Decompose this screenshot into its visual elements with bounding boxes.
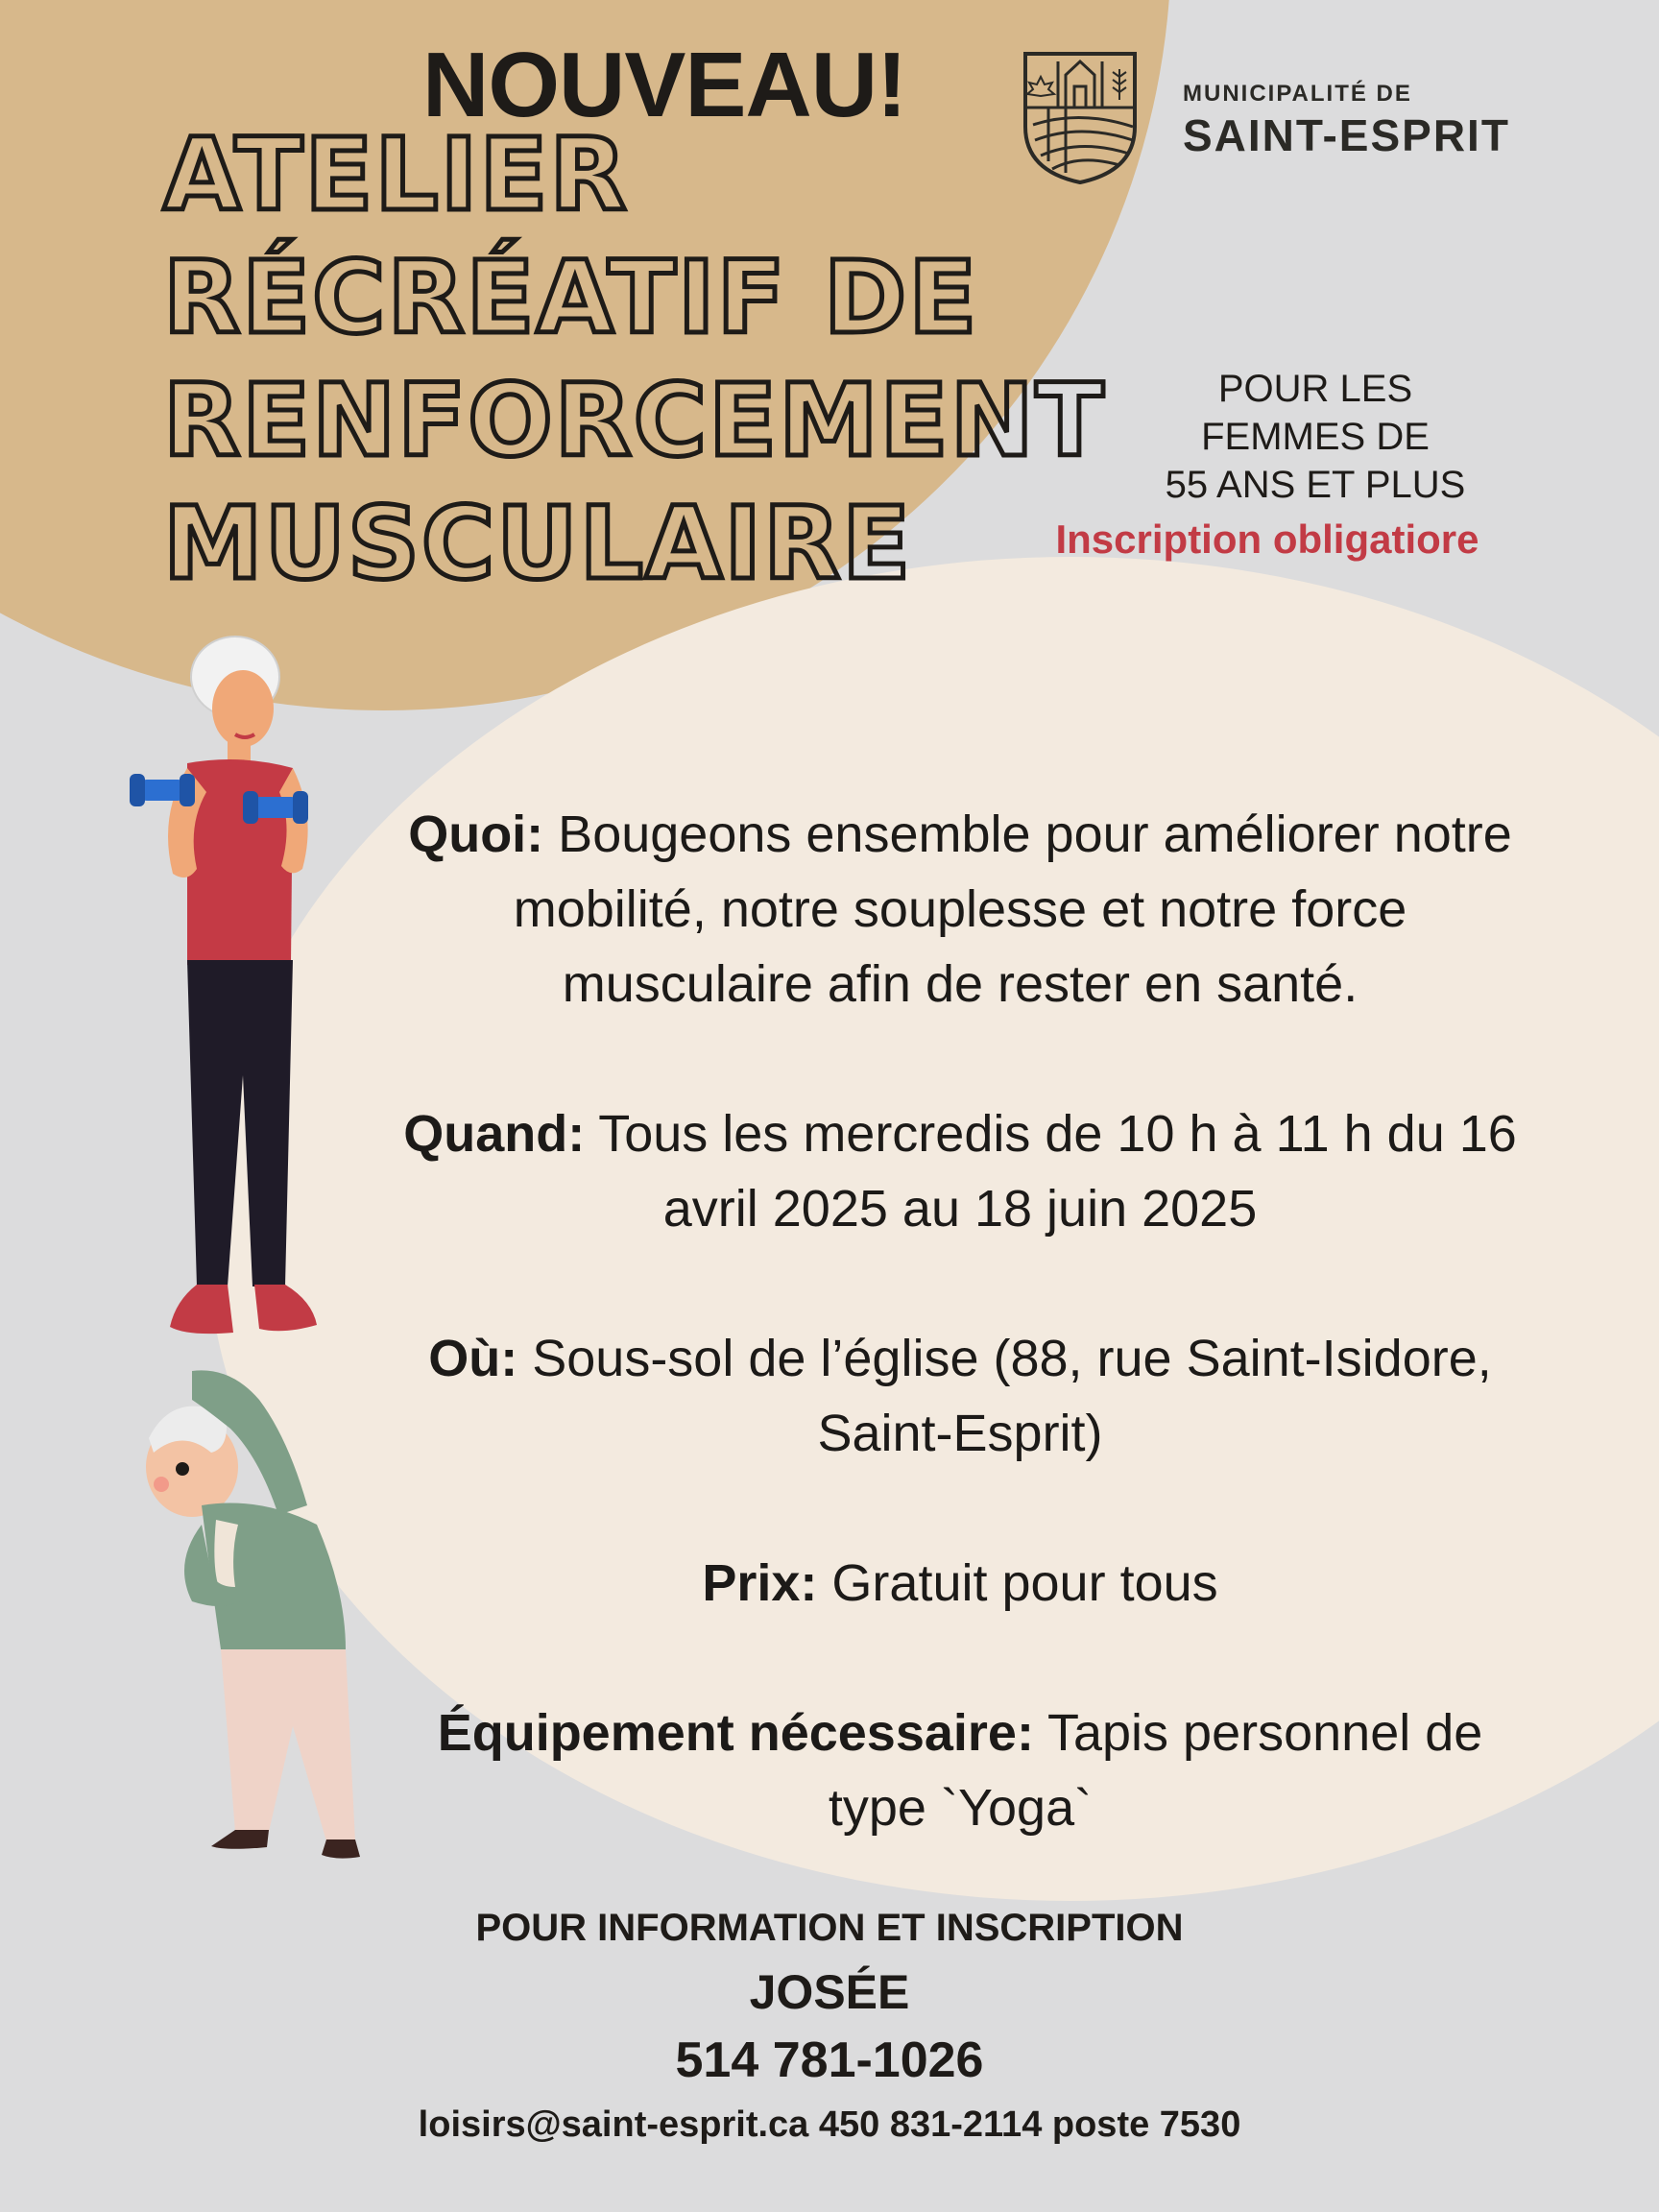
logo-line-1: MUNICIPALITÉ DE <box>1183 81 1412 107</box>
detail-quoi <box>403 797 1517 1022</box>
municipality-logo-text <box>1183 81 1510 161</box>
audience-block <box>1133 365 1498 509</box>
detail-quoi-text: Bougeons ensemble pour améliorer notre mobilité, notre souplesse et notre force musculaire afin de rester en santé. <box>513 805 1512 1013</box>
event-details <box>403 797 1517 1920</box>
woman-with-dumbbells-icon <box>120 624 341 1354</box>
logo-line-2: SAINT-ESPRIT <box>1183 110 1510 160</box>
inscription-required: Inscription obligatiore <box>1055 517 1479 562</box>
detail-quand-label: Quand: <box>403 1105 586 1163</box>
new-badge: NOUVEAU! <box>422 34 907 136</box>
detail-quand-text: Tous les mercredis de 10 h à 11 h du 16 avril 2025 au 18 juin 2025 <box>585 1105 1517 1238</box>
detail-quand <box>403 1096 1517 1246</box>
detail-equipement-label: Équipement nécessaire: <box>437 1704 1034 1762</box>
detail-ou-text: Sous-sol de l’église (88, rue Saint-Isidore, Saint-Esprit) <box>517 1330 1492 1462</box>
contact-heading: POUR INFORMATION ET INSCRIPTION <box>475 1907 1184 1949</box>
detail-equipement <box>403 1695 1517 1845</box>
detail-equipement-text: Tapis personnel de type `Yoga` <box>828 1704 1483 1837</box>
municipal-crest-icon <box>1020 48 1141 186</box>
detail-quoi-label: Quoi: <box>408 805 544 863</box>
detail-ou-label: Où: <box>428 1330 518 1387</box>
detail-prix-text: Gratuit pour tous <box>817 1554 1218 1612</box>
title-line-4: MUSCULAIRE <box>163 485 913 602</box>
page-title <box>163 113 1106 605</box>
audience-line-2: FEMMES DE <box>1201 416 1430 458</box>
title-line-2: RÉCRÉATIF DE <box>163 239 979 356</box>
audience-line-3: 55 ANS ET PLUS <box>1165 464 1466 506</box>
audience-line-1: POUR LES <box>1217 368 1413 410</box>
contact-name: JOSÉE <box>749 1965 910 2019</box>
title-line-1: ATELIER <box>163 116 629 233</box>
detail-ou <box>403 1321 1517 1471</box>
contact-phone[interactable]: 514 781-1026 <box>675 2032 984 2088</box>
detail-prix <box>403 1546 1517 1621</box>
title-line-3: RENFORCEMENT <box>163 362 1106 479</box>
woman-side-stretch-icon <box>134 1361 422 1918</box>
contact-footer[interactable]: loisirs@saint-esprit.ca 450 831-2114 poste 7530 <box>418 2104 1241 2145</box>
detail-prix-label: Prix: <box>702 1554 818 1612</box>
